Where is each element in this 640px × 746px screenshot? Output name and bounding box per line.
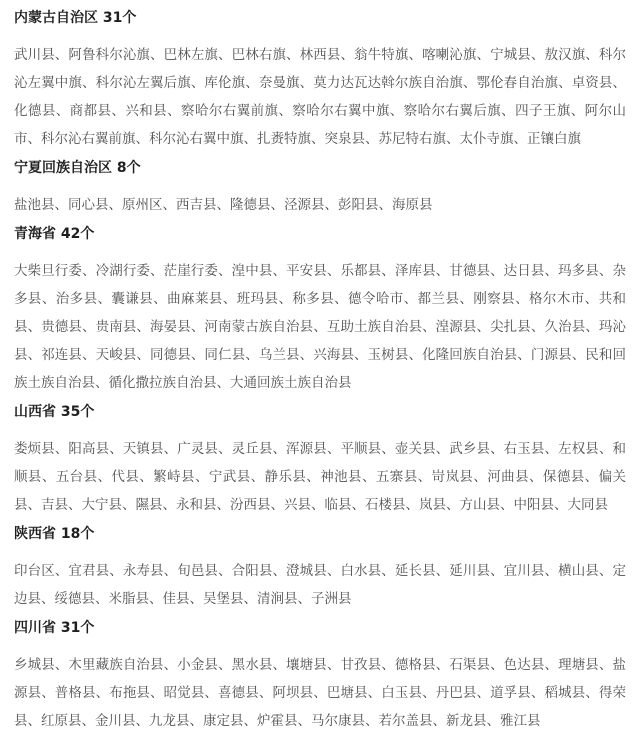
county-list: 印台区、宜君县、永寿县、旬邑县、合阳县、澄城县、白水县、延长县、延川县、宜川县、横山县、定边县、绥德县、米脂县、佳县、吴堡县、清涧县、子洲县 <box>14 563 626 607</box>
province-title: 山西省 35个 <box>14 404 95 420</box>
province-title: 陕西省 18个 <box>14 526 95 542</box>
province-title: 青海省 42个 <box>14 226 95 242</box>
county-list: 大柴旦行委、冷湖行委、茫崖行委、湟中县、平安县、乐都县、泽库县、甘德县、达日县、玛多县、杂多县、治多县、囊谦县、曲麻莱县、班玛县、称多县、德令哈市、都兰县、刚察县、格尔木市、共和县、贵德县、贵南县、海晏县、河南蒙古族自治县、互助土族自治县、湟源县、尖扎县、久治县、玛沁县、祁连县、天峻县、同德县、同仁县、乌兰县、兴海县、玉树县、化隆回族自治县、门源县、民和回族土族自治县、循化撒拉族自治县、大通回族土族自治县 <box>14 263 626 391</box>
province-section <box>14 8 626 153</box>
document-body <box>14 8 626 735</box>
province-section <box>14 402 626 519</box>
province-section <box>14 158 626 219</box>
county-list: 娄烦县、阳高县、天镇县、广灵县、灵丘县、浑源县、平顺县、壶关县、武乡县、右玉县、左权县、和顺县、五台县、代县、繁峙县、宁武县、静乐县、神池县、五寨县、岢岚县、河曲县、保德县、偏关县、吉县、大宁县、隰县、永和县、汾西县、兴县、临县、石楼县、岚县、方山县、中阳县、大同县 <box>14 441 626 513</box>
county-list: 盐池县、同心县、原州区、西吉县、隆德县、泾源县、彭阳县、海原县 <box>14 197 433 213</box>
county-list: 武川县、阿鲁科尔沁旗、巴林左旗、巴林右旗、林西县、翁牛特旗、喀喇沁旗、宁城县、敖汉旗、科尔沁左翼中旗、科尔沁左翼后旗、库伦旗、奈曼旗、莫力达瓦达斡尔族自治旗、鄂伦春自治旗、卓资县、化德县、商都县、兴和县、察哈尔右翼前旗、察哈尔右翼中旗、察哈尔右翼后旗、四子王旗、阿尔山市、科尔沁右翼前旗、科尔沁右翼中旗、扎赉特旗、突泉县、苏尼特右旗、太仆寺旗、正镶白旗 <box>14 47 626 147</box>
province-title: 四川省 31个 <box>14 620 95 636</box>
province-section <box>14 224 626 397</box>
province-title: 宁夏回族自治区 8个 <box>14 160 141 176</box>
province-section <box>14 524 626 613</box>
county-list: 乡城县、木里藏族自治县、小金县、黑水县、壤塘县、甘孜县、德格县、石渠县、色达县、理塘县、盐源县、普格县、布拖县、昭觉县、喜德县、阿坝县、巴塘县、白玉县、丹巴县、道孚县、稻城县、得荣县、红原县、金川县、九龙县、康定县、炉霍县、马尔康县、若尔盖县、新龙县、雅江县 <box>14 657 626 729</box>
province-title: 内蒙古自治区 31个 <box>14 10 137 26</box>
province-section <box>14 618 626 735</box>
